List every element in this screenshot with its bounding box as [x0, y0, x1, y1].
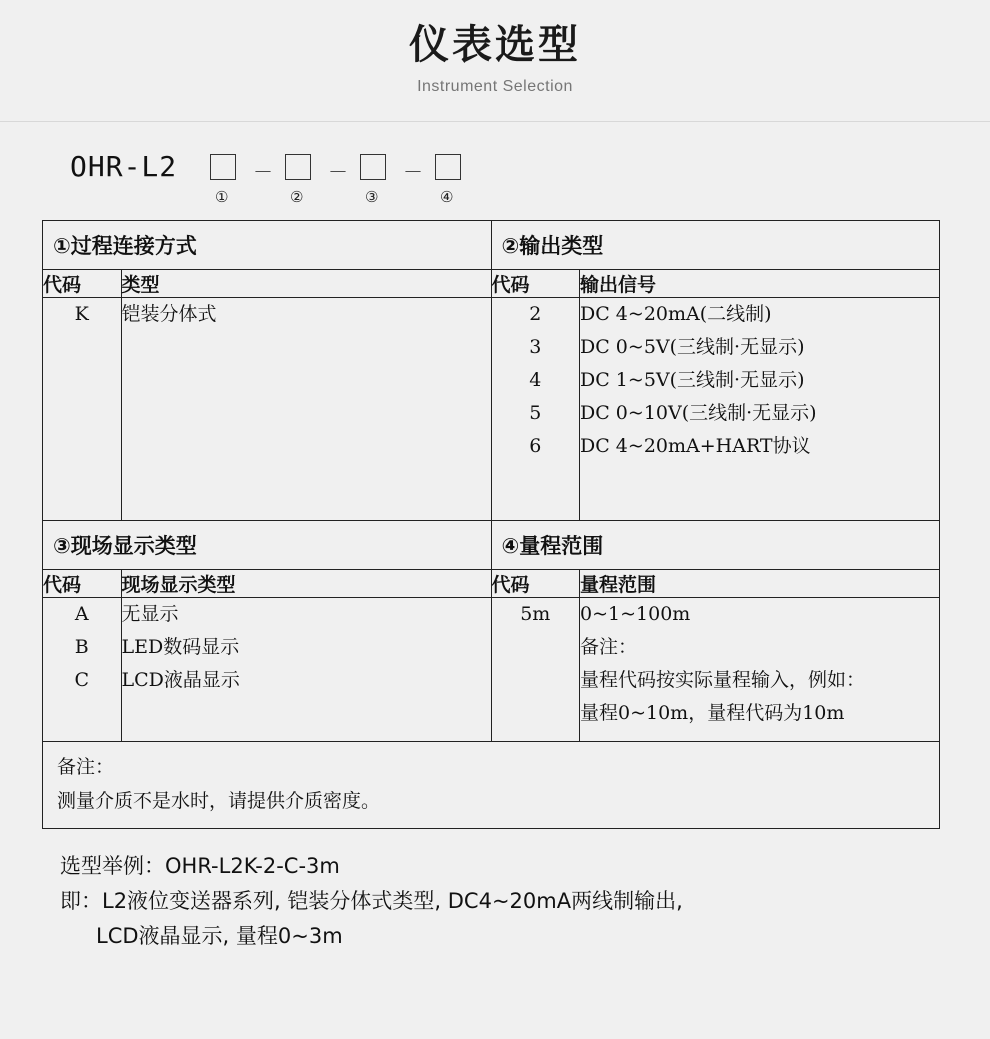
- s2-row-1-code: 3: [529, 336, 542, 358]
- s4-range-and-note: [580, 597, 940, 741]
- section-2-body: [491, 270, 940, 521]
- s3-col-code-header: 代码: [43, 570, 121, 598]
- bottom-note: [43, 742, 939, 828]
- page-subtitle: Instrument Selection: [417, 78, 573, 95]
- page-title: 仪表选型: [409, 22, 581, 68]
- s2-col-code-header: 代码: [492, 270, 580, 298]
- section-4-title: ④量程范围: [501, 533, 604, 558]
- section-2-header-cell: [491, 221, 940, 270]
- model-dash-1: －: [253, 160, 273, 184]
- s2-row-2-code: 4: [529, 369, 542, 391]
- selection-sheet: [0, 122, 990, 954]
- section-4-body: [491, 569, 940, 742]
- section-4-header-cell: [491, 520, 940, 569]
- code-box-4[interactable]: [435, 154, 461, 180]
- section-2-title: ②输出类型: [501, 234, 604, 258]
- section-3-header-cell: [43, 520, 492, 569]
- s1-row-0-desc: 铠装分体式: [121, 298, 491, 520]
- table-row: [43, 221, 940, 270]
- s1-col-code-header: 代码: [43, 270, 121, 298]
- s1-col-type-header: 类型: [121, 270, 491, 298]
- s3-row-0-code: A: [74, 602, 89, 625]
- table-row: [43, 270, 491, 298]
- s4-col-range-header: 量程范围: [580, 570, 940, 598]
- marker-4: ④: [440, 188, 454, 206]
- s2-row-0-code: 2: [529, 303, 542, 325]
- s4-row-0-code: 5m: [492, 597, 580, 741]
- bottom-note-line-1: 备注：: [57, 756, 115, 778]
- s3-row-0-desc: 无显示: [121, 602, 179, 625]
- section-1-body: [43, 270, 492, 521]
- selection-example: [60, 849, 990, 954]
- s3-row-1-desc: LED数码显示: [121, 635, 240, 658]
- s4-note-line-1: 量程代码按实际量程输入，例如：: [580, 668, 866, 691]
- table-row: [492, 570, 940, 598]
- code-box-1[interactable]: [210, 154, 236, 180]
- s3-row-2-desc: LCD液晶显示: [121, 668, 240, 691]
- section-1-title: ①过程连接方式: [53, 234, 197, 258]
- code-box-2[interactable]: [285, 154, 311, 180]
- table-row: [43, 570, 491, 598]
- s3-codes: [43, 597, 121, 741]
- s3-row-2-code: C: [74, 668, 90, 691]
- section-1-table: [43, 270, 491, 520]
- model-prefix: OHR-L2: [70, 150, 178, 183]
- bottom-note-line-2: 测量介质不是水时，请提供介质密度。: [57, 790, 381, 812]
- model-dash-3: －: [403, 160, 423, 184]
- bottom-note-cell: [43, 742, 940, 829]
- s2-row-3-code: 5: [529, 402, 542, 424]
- s4-note-line-2: 量程0~10m，量程代码为10m: [580, 701, 845, 724]
- section-3-table: [43, 570, 491, 742]
- s3-descs: [121, 597, 491, 741]
- s2-row-0-desc: DC 4~20mA(二线制): [580, 303, 772, 325]
- model-code-row: [70, 144, 990, 220]
- s2-descs: [580, 298, 940, 520]
- table-row: [43, 742, 940, 829]
- s3-col-display-header: 现场显示类型: [121, 570, 491, 598]
- s2-row-4-desc: DC 4~20mA+HART协议: [580, 435, 811, 457]
- table-row: [43, 597, 491, 741]
- section-1-header-cell: [43, 221, 492, 270]
- table-row: [492, 270, 940, 298]
- section-3-body: [43, 569, 492, 742]
- selection-table: [42, 220, 940, 829]
- s1-row-0-code: K: [43, 298, 121, 520]
- section-2-table: [492, 270, 940, 520]
- example-line-1: 选型举例：OHR-L2K-2-C-3m: [60, 854, 340, 878]
- s4-note-line-0: 备注：: [580, 635, 638, 658]
- example-line-3: LCD液晶显示, 量程0~3m: [96, 924, 343, 948]
- s2-row-3-desc: DC 0~10V(三线制·无显示): [580, 402, 817, 424]
- s2-col-signal-header: 输出信号: [580, 270, 940, 298]
- s2-row-4-code: 6: [529, 435, 542, 457]
- page-header: [0, 0, 990, 122]
- table-row: [492, 597, 940, 741]
- marker-3: ③: [365, 188, 379, 206]
- marker-1: ①: [215, 188, 229, 206]
- table-row: [43, 520, 940, 569]
- s2-codes: [492, 298, 580, 520]
- table-row: [43, 569, 940, 742]
- code-box-3[interactable]: [360, 154, 386, 180]
- model-dash-2: －: [328, 160, 348, 184]
- s4-row-0-desc: 0~1~100m: [580, 602, 691, 625]
- s2-row-2-desc: DC 1~5V(三线制·无显示): [580, 369, 805, 391]
- table-row: [492, 298, 940, 520]
- example-line-2: 即：L2液位变送器系列, 铠装分体式类型, DC4~20mA两线制输出,: [60, 889, 683, 913]
- marker-2: ②: [290, 188, 304, 206]
- table-row: [43, 270, 940, 521]
- section-4-table: [492, 570, 940, 742]
- s3-row-1-code: B: [74, 635, 89, 658]
- section-3-title: ③现场显示类型: [53, 533, 197, 558]
- s4-col-code-header: 代码: [492, 570, 580, 598]
- s2-row-1-desc: DC 0~5V(三线制·无显示): [580, 336, 805, 358]
- table-row: [43, 298, 491, 520]
